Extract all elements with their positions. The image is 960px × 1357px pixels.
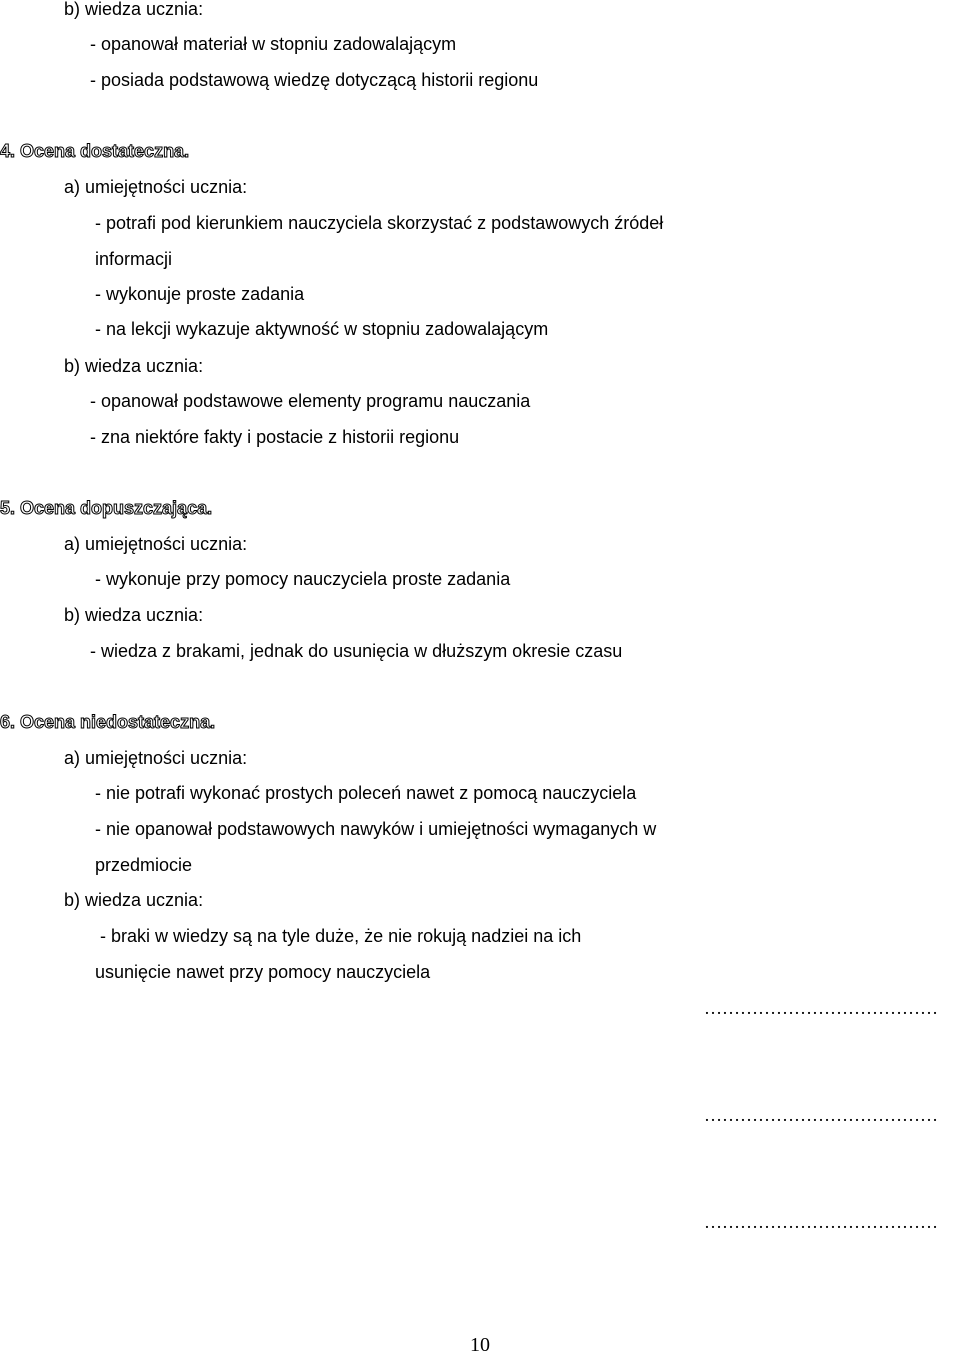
bullet-item: - opanował podstawowe elementy programu nauczania xyxy=(90,391,531,411)
signature-line: ………………………………… xyxy=(704,1105,938,1125)
section-label: a) umiejętności ucznia: xyxy=(64,534,248,554)
bullet-item: - braki w wiedzy są na tyle duże, że nie rokują nadziei na ich xyxy=(100,926,582,946)
grade-heading: 4. Ocena dostateczna. xyxy=(0,141,190,161)
section-label: b) wiedza ucznia: xyxy=(64,356,204,376)
bullet-item: - nie potrafi wykonać prostych poleceń nawet z pomocą nauczyciela xyxy=(95,783,637,803)
section-label: a) umiejętności ucznia: xyxy=(64,748,248,768)
bullet-item: - posiada podstawową wiedzę dotyczącą historii regionu xyxy=(90,70,539,90)
bullet-item: - opanował materiał w stopniu zadowalającym xyxy=(90,34,457,54)
bullet-item: - potrafi pod kierunkiem nauczyciela skorzystać z podstawowych źródeł xyxy=(95,213,664,233)
bullet-continuation: usunięcie nawet przy pomocy nauczyciela xyxy=(95,962,431,982)
section-label: a) umiejętności ucznia: xyxy=(64,177,248,197)
section-label: b) wiedza ucznia: xyxy=(64,0,204,19)
section-label: b) wiedza ucznia: xyxy=(64,890,204,910)
bullet-item: - na lekcji wykazuje aktywność w stopniu zadowalającym xyxy=(95,319,549,339)
bullet-item: - wykonuje przy pomocy nauczyciela proste zadania xyxy=(95,569,511,589)
signature-line: ………………………………… xyxy=(704,998,938,1018)
bullet-item: - wiedza z brakami, jednak do usunięcia w dłuższym okresie czasu xyxy=(90,641,623,661)
signature-line: ………………………………… xyxy=(704,1212,938,1232)
section-label: b) wiedza ucznia: xyxy=(64,605,204,625)
grade-heading: 5. Ocena dopuszczająca. xyxy=(0,498,213,518)
bullet-item: - zna niektóre fakty i postacie z historii regionu xyxy=(90,427,460,447)
bullet-item: - wykonuje proste zadania xyxy=(95,284,305,304)
bullet-item: - nie opanował podstawowych nawyków i umiejętności wymaganych w xyxy=(95,819,657,839)
grade-heading: 6. Ocena niedostateczna. xyxy=(0,712,216,732)
bullet-continuation: przedmiocie xyxy=(95,855,193,875)
page-number: 10 xyxy=(470,1334,490,1356)
bullet-continuation: informacji xyxy=(95,249,173,269)
